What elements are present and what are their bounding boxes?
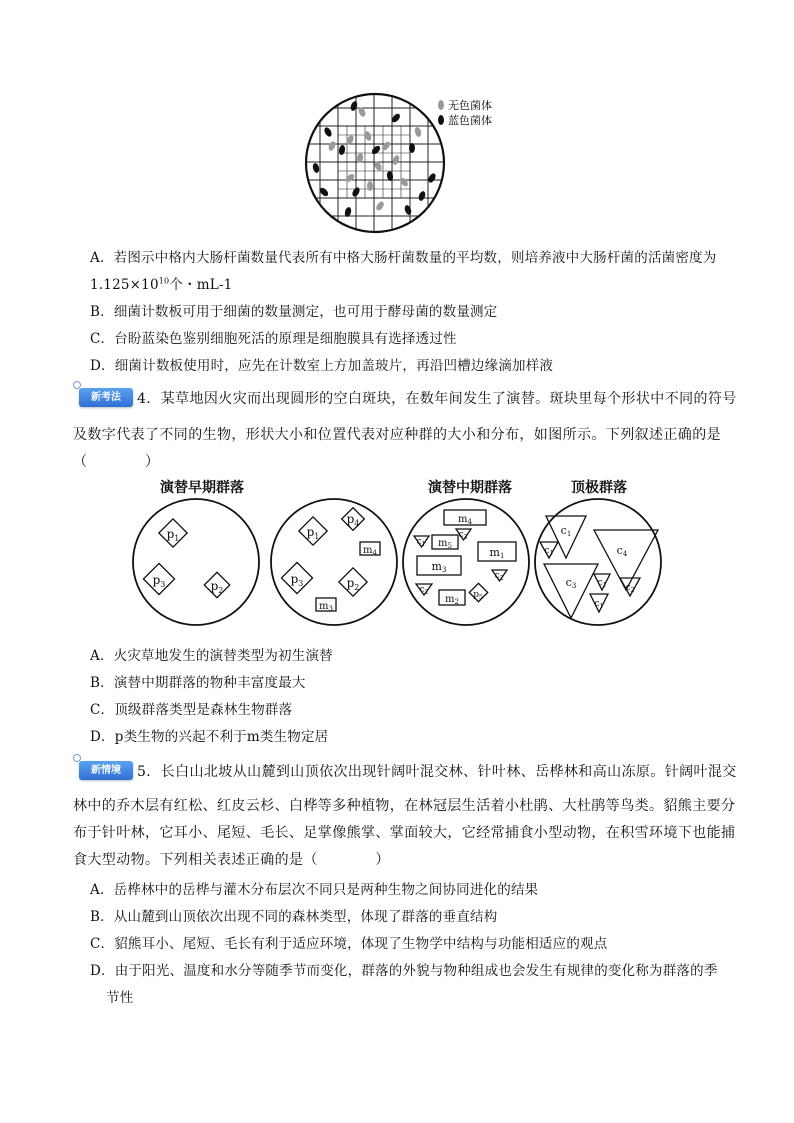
- svg-text:m4: $m_4$: [363, 545, 377, 557]
- q4-stem-line2: 及数字代表了不同的生物，形状大小和位置代表对应种群的大小和分布，如图所示。下列叙述正确的是: [73, 427, 721, 443]
- svg-text:c3: c3: [565, 576, 577, 590]
- svg-text:p3: $p_3$: [290, 572, 304, 588]
- svg-text:p4: $p_4$: [346, 512, 360, 528]
- svg-text:p1: $p_1$: [166, 527, 180, 543]
- q5-option-d-continued: 节性: [106, 990, 134, 1006]
- q4-badge: 新考法: [79, 388, 133, 407]
- q4-option-d: D．p类生物的兴起不利于m类生物定居: [90, 729, 329, 745]
- title-middle: 演替中期群落: [428, 480, 512, 496]
- svg-text:m4: $m_4$: [458, 514, 472, 526]
- q3-option-d: D．细菌计数板使用时，应先在计数室上方加盖玻片，再沿凹槽边缘滴加样液: [90, 358, 554, 374]
- q5-option-c: C．貂熊耳小、尾短、毛长有利于适应环境，体现了生物学中结构与功能相适应的观点: [90, 936, 608, 952]
- q3-option-a-line2: $1.125\times 10^{10}$个・mL-1: [90, 276, 233, 293]
- q3-option-c: C．台盼蓝染色鉴别细胞死活的原理是细胞膜具有选择透过性: [90, 331, 457, 347]
- q4-option-a: A．火灾草地发生的演替类型为初生演替: [90, 648, 333, 664]
- q3-option-a-line1: A．若图示中格内大肠杆菌数量代表所有中格大肠杆菌数量的平均数，则培养液中大肠杆菌的活菌密度为: [90, 250, 717, 266]
- svg-text:m1: m1: [489, 546, 505, 560]
- svg-text:p3: $p_3$: [152, 573, 166, 589]
- succession-figure: [128, 478, 668, 628]
- circle-early-1: [133, 499, 259, 625]
- svg-text:m5: $m_5$: [438, 538, 452, 550]
- svg-text:c1: $c_1$: [594, 599, 604, 610]
- title-climax: 顶极群落: [571, 480, 627, 496]
- q5-stem-line3: 布于针叶林，它耳小、尾短、毛长、足掌像熊掌、掌面较大，它经常捕食小型动物，在积雪环境下也能捕: [73, 825, 736, 841]
- svg-text:p2: $p_2$: [210, 579, 224, 595]
- q4-stem-line3: （ ）: [73, 454, 160, 470]
- svg-text:c1: $c_1$: [544, 546, 554, 557]
- q5-option-b: B．从山麓到山顶依次出现不同的森林类型，体现了群落的垂直结构: [90, 909, 498, 925]
- q5-option-a: A．岳桦林中的岳桦与灌木分布层次不同只是两种生物之间协同进化的结果: [90, 882, 539, 898]
- svg-text:c2: $c_2$: [494, 571, 504, 582]
- svg-text:m2: $m_2$: [445, 594, 459, 606]
- q4-option-b: B．演替中期群落的物种丰富度最大: [90, 675, 306, 691]
- svg-text:m3: m3: [431, 560, 447, 574]
- q5-badge: 新情境: [79, 761, 133, 780]
- q5-stem-line1: 5．长白山北坡从山麓到山顶依次出现针阔叶混交林、针叶林、岳桦林和高山冻原。针阔叶混交: [137, 764, 737, 780]
- svg-text:m3: $m_3$: [319, 601, 333, 613]
- q4-stem-line1: 4．某草地因火灾而出现圆形的空白斑块，在数年间发生了演替。斑块里每个形状中不同的符号: [137, 391, 737, 407]
- svg-text:c3: $c_3$: [458, 530, 468, 541]
- svg-text:p5: $p_5$: [473, 590, 483, 601]
- svg-text:c1: $c_1$: [416, 537, 426, 548]
- legend-colorless: 无色菌体: [448, 99, 492, 112]
- circle-early-2: [271, 499, 397, 625]
- title-early: 演替早期群落: [160, 480, 244, 496]
- legend-blue: 蓝色菌体: [448, 114, 492, 127]
- svg-text:p1: $p_1$: [306, 525, 320, 541]
- svg-text:c2: $c_2$: [625, 583, 635, 594]
- q5-stem-line2: 林中的乔木层有红松、红皮云杉、白桦等多种植物，在林冠层生活着小杜鹃、大杜鹃等鸟类。貂熊主要分: [73, 798, 736, 814]
- svg-text:c4: c4: [616, 544, 628, 558]
- svg-text:c1: $c_1$: [597, 578, 607, 589]
- counting-chamber-figure: [290, 88, 510, 238]
- svg-text:p2: $p_2$: [346, 576, 360, 592]
- svg-text:c1: c1: [560, 524, 572, 538]
- q5-option-d: D．由于阳光、温度和水分等随季节而变化，群落的外貌与物种组成也会发生有规律的变化称为群落的季: [90, 963, 718, 979]
- q3-option-b: B．细菌计数板可用于细菌的数量测定，也可用于酵母菌的数量测定: [90, 304, 498, 320]
- q5-stem-line4: 食大型动物。下列相关表述正确的是（ ）: [73, 852, 390, 868]
- svg-text:c2: $c_2$: [419, 585, 429, 596]
- q4-option-c: C．顶级群落类型是森林生物群落: [90, 702, 293, 718]
